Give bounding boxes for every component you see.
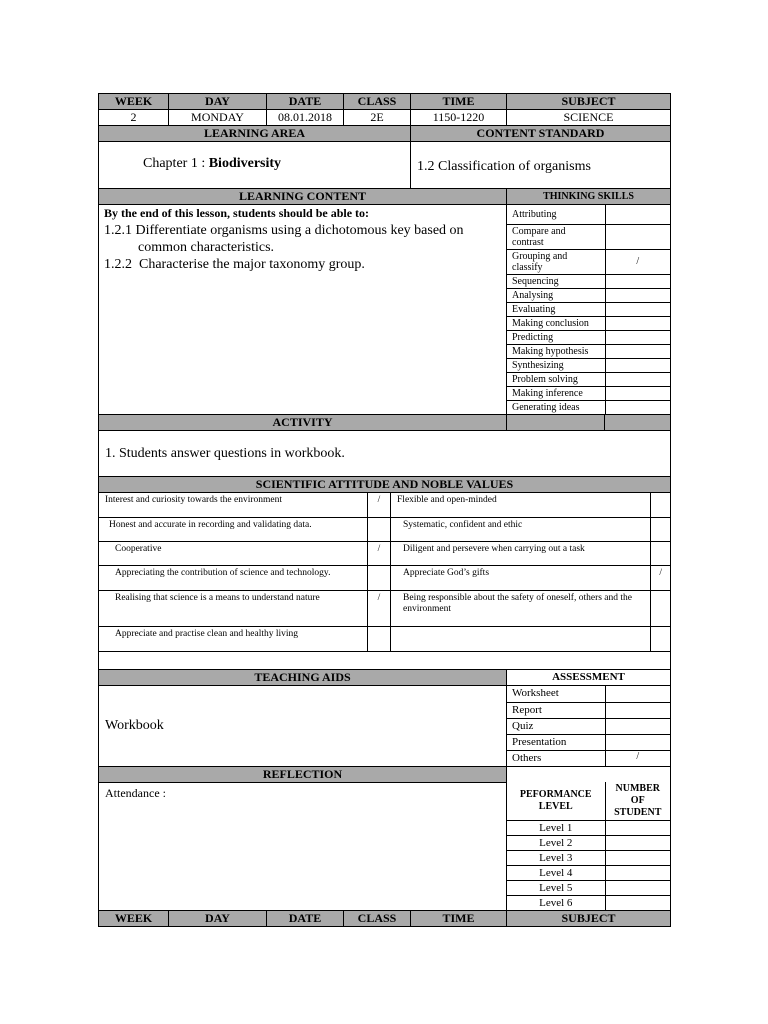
lesson-plan-table: [98, 93, 671, 927]
thinking-skills-list: [507, 205, 670, 414]
day-value: MONDAY: [169, 110, 267, 126]
performance-level-header: PEFORMANCE LEVEL: [507, 782, 605, 820]
attitude-values-row: Interest and curiosity towards the environment / Flexible and open-minded: [99, 493, 670, 517]
attitude-values-row: Realising that science is a means to understand nature / Being responsible about the safety of oneself, others and the environment: [99, 590, 670, 626]
skill-row: Attributing: [507, 205, 670, 224]
activity-header: ACTIVITY: [99, 415, 507, 431]
content-standard-header: CONTENT STANDARD: [411, 126, 671, 142]
week-value: 2: [99, 110, 169, 126]
skill-row: Evaluating: [507, 302, 670, 316]
header-values-row: [99, 110, 671, 126]
subject-header: SUBJECT: [507, 94, 671, 110]
subject-value: SCIENCE: [507, 110, 671, 126]
objective-2: 1.2.2 Characterise the major taxonomy group.: [104, 257, 365, 272]
skill-row: Making hypothesis: [507, 344, 670, 358]
reflection-header: REFLECTION: [99, 766, 507, 782]
teaching-aids-header: TEACHING AIDS: [99, 670, 507, 686]
activity-row: [99, 431, 671, 477]
performance-table: PEFORMANCE LEVEL NUMBER OF STUDENT Level 1 Level 2 Level 3 Level 4 Level 5 Level 6: [507, 782, 670, 910]
date-footer: DATE: [267, 911, 344, 927]
subject-footer: SUBJECT: [507, 911, 671, 927]
class-value: 2E: [344, 110, 411, 126]
content-standard-text: 1.2 Classification of organisms: [411, 142, 671, 189]
attendance-label: Attendance :: [99, 782, 507, 911]
number-of-student-header: NUMBER OF STUDENT: [605, 782, 670, 820]
chapter-prefix: Chapter 1 :: [143, 156, 206, 171]
class-header: CLASS: [344, 94, 411, 110]
skill-row: Making conclusion: [507, 316, 670, 330]
assessment-header: ASSESSMENT: [507, 670, 671, 686]
header-labels-row: [99, 94, 671, 110]
teaching-aids-text: Workbook: [99, 686, 507, 767]
attitude-header-row: [99, 477, 671, 493]
week-header: WEEK: [99, 94, 169, 110]
skill-row: Problem solving: [507, 372, 670, 386]
thinking-skills-header: THINKING SKILLS: [507, 189, 671, 205]
learning-area-cell: [99, 142, 411, 189]
attitude-values-row: Appreciating the contribution of science and technology. Appreciate God’s gifts /: [99, 565, 670, 590]
learning-area-row: [99, 142, 671, 189]
attitude-values-row: Cooperative / Diligent and persevere when carrying out a task: [99, 541, 670, 565]
date-value: 08.01.2018: [267, 110, 344, 126]
time-footer: TIME: [411, 911, 507, 927]
objective-1: 1.2.1 Differentiate organisms using a dichotomous key based on common characteristics.: [104, 223, 464, 255]
date-header: DATE: [267, 94, 344, 110]
attitude-row: [99, 493, 671, 670]
attitude-header: SCIENTIFIC ATTITUDE AND NOBLE VALUES: [99, 477, 671, 493]
day-header: DAY: [169, 94, 267, 110]
learning-content-header-row: [99, 189, 671, 205]
skill-row: Compare and contrast: [507, 224, 670, 249]
performance-cell: [507, 782, 671, 911]
skill-row: Sequencing: [507, 274, 670, 288]
thinking-skills-cell: [507, 205, 671, 415]
learning-content-header: LEARNING CONTENT: [99, 189, 507, 205]
lesson-plan-sheet: [98, 93, 670, 927]
activity-item: 1. Students answer questions in workbook.: [99, 431, 671, 477]
learning-area-header: LEARNING AREA: [99, 126, 411, 142]
teaching-aids-header-row: [99, 670, 671, 686]
skill-row: Generating ideas: [507, 400, 670, 414]
class-footer: CLASS: [344, 911, 411, 927]
attitude-values-row: Appreciate and practise clean and healthy living: [99, 626, 670, 651]
attitude-values-table: [99, 493, 670, 652]
time-header: TIME: [411, 94, 507, 110]
skill-row: Grouping and classify /: [507, 249, 670, 274]
activity-header-row: [99, 415, 671, 431]
assessment-cell: [507, 686, 671, 767]
assessment-list: Worksheet Report Quiz Presentation Others /: [507, 686, 670, 766]
learning-content-row: [99, 205, 671, 415]
teaching-aids-row: [99, 686, 671, 767]
chapter-title: Biodiversity: [208, 156, 282, 171]
skill-row: Making inference: [507, 386, 670, 400]
skill-row: Synthesizing: [507, 358, 670, 372]
attitude-values-row: Honest and accurate in recording and validating data. Systematic, confident and ethic: [99, 517, 670, 541]
reflection-header-row: [99, 766, 671, 782]
learning-area-header-row: [99, 126, 671, 142]
learning-content-cell: [99, 205, 507, 415]
day-footer: DAY: [169, 911, 267, 927]
footer-labels-row: [99, 911, 671, 927]
time-value: 1150-1220: [411, 110, 507, 126]
skill-row: Predicting: [507, 330, 670, 344]
reflection-row: [99, 782, 671, 911]
week-footer: WEEK: [99, 911, 169, 927]
skill-row: Analysing: [507, 288, 670, 302]
objectives-intro: By the end of this lesson, students should be able to:: [104, 206, 370, 220]
